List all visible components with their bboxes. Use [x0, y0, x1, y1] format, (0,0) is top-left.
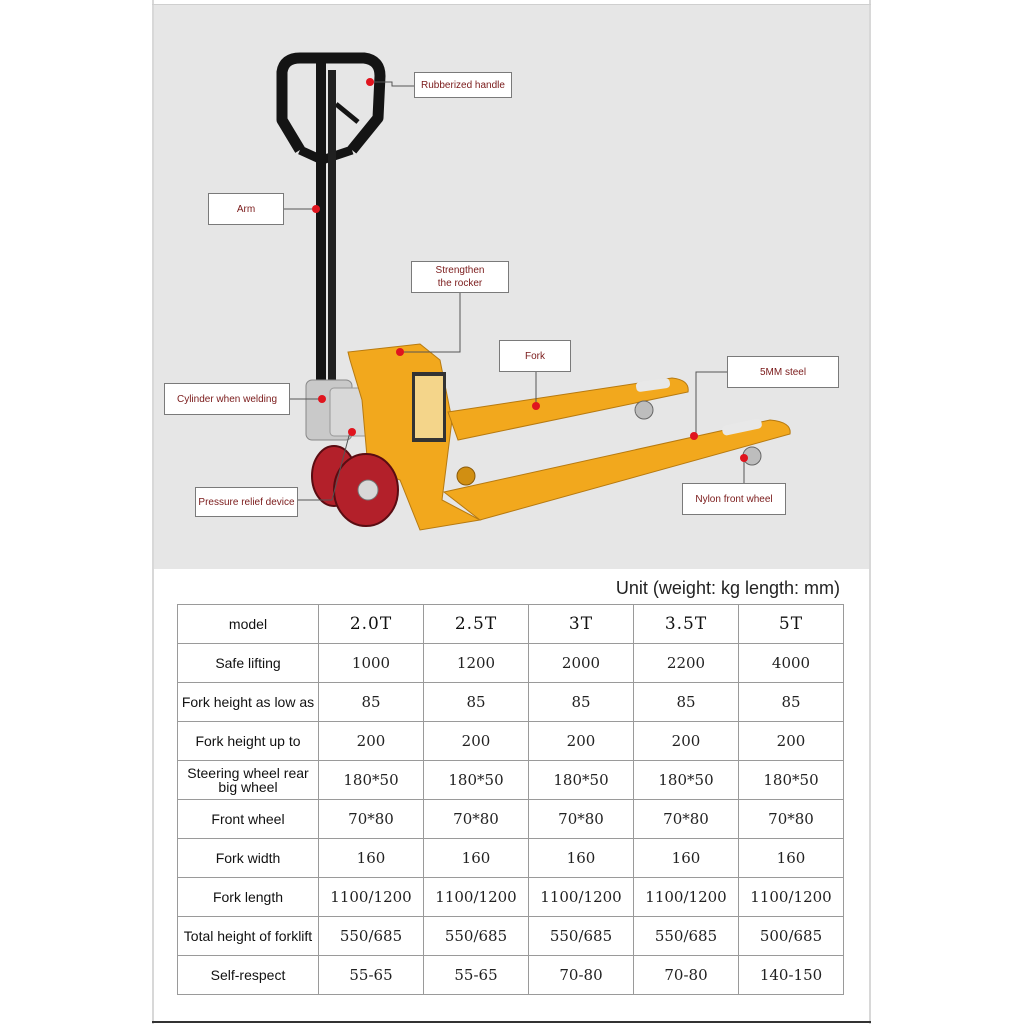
table-cell: 200: [739, 722, 844, 761]
row-label: Steering wheel rear big wheel: [178, 761, 319, 800]
table-cell: 70*80: [529, 800, 634, 839]
spec-table: [177, 604, 844, 995]
table-cell: 550/685: [319, 917, 424, 956]
table-cell: 1100/1200: [319, 878, 424, 917]
steering-wheel-hub: [358, 480, 378, 500]
header-label-cell: model: [178, 605, 319, 644]
table-cell: 1100/1200: [424, 878, 529, 917]
table-cell: 2000: [529, 644, 634, 683]
table-cell: 70*80: [739, 800, 844, 839]
table-cell: 160: [529, 839, 634, 878]
row-label: Total height of forklift: [178, 917, 319, 956]
table-cell: 160: [424, 839, 529, 878]
row-label: Fork width: [178, 839, 319, 878]
row-label: Safe lifting: [178, 644, 319, 683]
table-cell: 200: [634, 722, 739, 761]
table-cell: 55-65: [424, 956, 529, 995]
callout-rubberized-handle: Rubberized handle: [414, 72, 512, 98]
table-cell: 160: [634, 839, 739, 878]
unit-note: Unit (weight: kg length: mm): [615, 578, 840, 598]
table-row: [178, 878, 844, 917]
row-label: Self-respect: [178, 956, 319, 995]
table-cell: 70*80: [634, 800, 739, 839]
table-cell: 550/685: [424, 917, 529, 956]
callout-rocker-line2: the rocker: [437, 278, 483, 289]
table-row: [178, 722, 844, 761]
table-cell: 70*80: [319, 800, 424, 839]
table-cell: 1100/1200: [634, 878, 739, 917]
table-row: [178, 761, 844, 800]
table-cell: 1000: [319, 644, 424, 683]
table-cell: 70-80: [529, 956, 634, 995]
table-cell: 550/685: [634, 917, 739, 956]
release-lever: [336, 104, 358, 122]
callout-nylon-front-wheel: Nylon front wheel: [682, 483, 786, 515]
table-cell: 85: [739, 683, 844, 722]
table-cell: 85: [634, 683, 739, 722]
table-cell: 55-65: [319, 956, 424, 995]
arm-shaft-left: [316, 62, 326, 382]
table-row: [178, 683, 844, 722]
table-row: [178, 917, 844, 956]
table-cell: 4000: [739, 644, 844, 683]
table-cell: 180*50: [634, 761, 739, 800]
row-label: Front wheel: [178, 800, 319, 839]
table-row: [178, 644, 844, 683]
table-cell: 1100/1200: [529, 878, 634, 917]
table-cell: 140-150: [739, 956, 844, 995]
row-label: Fork height up to: [178, 722, 319, 761]
callout-rocker-line1: Strengthen: [435, 265, 485, 276]
table-cell: 180*50: [739, 761, 844, 800]
callout-arm: Arm: [208, 193, 284, 225]
table-row: [178, 956, 844, 995]
table-cell: 500/685: [739, 917, 844, 956]
table-cell: 70*80: [424, 800, 529, 839]
model-cell: 3T: [529, 605, 634, 644]
callout-strengthen-rocker: [411, 261, 509, 293]
table-cell: 2200: [634, 644, 739, 683]
table-cell: 85: [424, 683, 529, 722]
table-cell: 180*50: [424, 761, 529, 800]
model-cell: 5T: [739, 605, 844, 644]
table-cell: 85: [529, 683, 634, 722]
arm-shaft-right: [328, 70, 336, 382]
table-cell: 160: [739, 839, 844, 878]
model-cell: 2.0T: [319, 605, 424, 644]
callout-pressure-relief: Pressure relief device: [195, 487, 298, 517]
callout-fork: Fork: [499, 340, 571, 372]
table-cell: 70-80: [634, 956, 739, 995]
table-cell: 1200: [424, 644, 529, 683]
callout-5mm-steel: 5MM steel: [727, 356, 839, 388]
table-cell: 200: [424, 722, 529, 761]
table-cell: 180*50: [529, 761, 634, 800]
front-wheel-left: [635, 401, 653, 419]
table-cell: 200: [529, 722, 634, 761]
frame-bolt: [457, 467, 475, 485]
table-cell: 85: [319, 683, 424, 722]
table-cell: 1100/1200: [739, 878, 844, 917]
row-label: Fork height as low as: [178, 683, 319, 722]
table-row: [178, 800, 844, 839]
page-border-bottom: [152, 1021, 871, 1023]
model-cell: 2.5T: [424, 605, 529, 644]
model-cell: 3.5T: [634, 605, 739, 644]
table-cell: 160: [319, 839, 424, 878]
row-label: Fork length: [178, 878, 319, 917]
table-cell: 180*50: [319, 761, 424, 800]
callout-cylinder-welding: Cylinder when welding: [164, 383, 290, 415]
table-header-row: [178, 605, 844, 644]
table-row: [178, 839, 844, 878]
warning-label-panel: [415, 376, 443, 438]
table-cell: 200: [319, 722, 424, 761]
table-cell: 550/685: [529, 917, 634, 956]
